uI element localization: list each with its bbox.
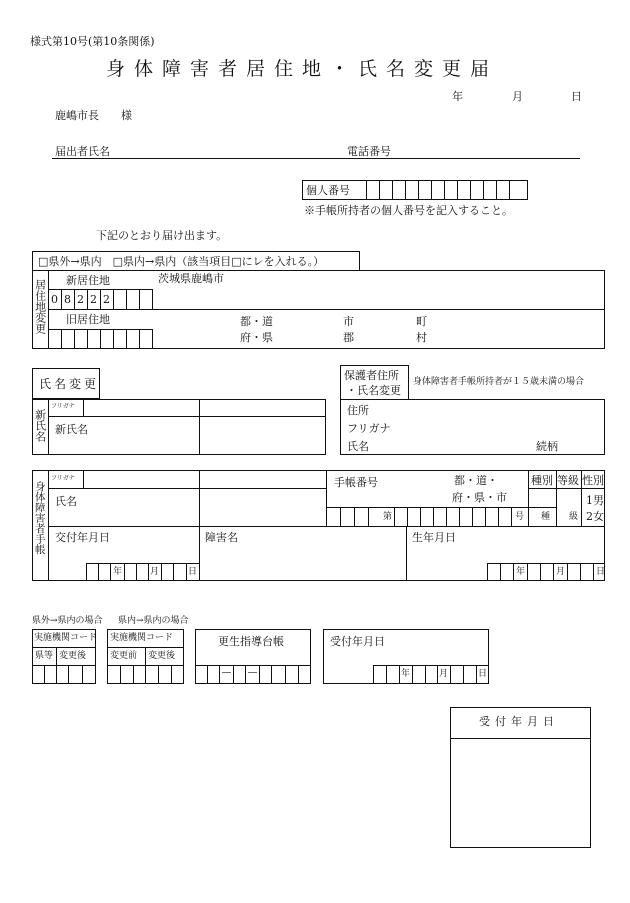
date-year-label: 年 [452, 90, 463, 103]
receipt-stamp-label: 受付年月日 [479, 715, 559, 728]
new-name-section-label: 新氏名 [33, 409, 47, 442]
ledger-dash-1: ― [222, 668, 231, 678]
gun-label: 郡 [343, 331, 354, 344]
guardian-note: 身体障害者手帳所持者が１５歳未満の場合 [413, 377, 585, 387]
agency-code-2-label: 実施機関コード [110, 633, 174, 643]
handbook-section-label: 身体障害者手帳 [33, 481, 46, 555]
birth-year-label: 年 [516, 567, 526, 577]
applicant-line[interactable] [52, 158, 580, 159]
handbook-name-label[interactable]: 氏名 [55, 495, 77, 508]
birth-day-label: 日 [596, 567, 606, 577]
my-number-note: ※手帳所持者の個人番号を記入すること。 [304, 204, 513, 217]
machi-label: 町 [416, 315, 427, 328]
intro-text: 下記のとおり届け出ます。 [96, 229, 228, 242]
birth-date-label: 生年月日 [412, 531, 456, 544]
before-label: 変更前 [110, 651, 138, 661]
receipt-date-label: 受付年月日 [330, 635, 385, 648]
guardian-label-2: ・氏名変更 [346, 384, 401, 397]
furigana-label: フリガナ [51, 403, 75, 410]
case2-label: 県内→県内の場合 [118, 616, 189, 626]
agency-code-1-label: 実施機関コード [34, 633, 98, 643]
pref-etc-label: 県等 [35, 651, 54, 661]
postal-code[interactable]: 0 8 2 2 2 [51, 293, 110, 306]
receipt-day-label: 日 [478, 669, 488, 679]
move-type-text: □県外→県内 □県内→県内（該当項目□にレを入れる。） [38, 255, 325, 268]
fu-ken-label: 府・県 [240, 331, 273, 344]
addressee: 鹿嶋市長 様 [55, 109, 132, 122]
receipt-month-label: 月 [439, 669, 449, 679]
ledger-dash-2: ― [248, 668, 257, 678]
date-day-label: 日 [571, 90, 582, 103]
my-number-label: 個人番号 [306, 184, 350, 197]
issue-day-label: 日 [188, 567, 198, 577]
ledger-label: 更生指導台帳 [218, 635, 284, 648]
guardian-furigana-label: フリガナ [347, 422, 391, 435]
case1-label: 県外→県内の場合 [32, 616, 103, 626]
phone-label: 電話番号 [347, 145, 391, 158]
old-address-label: 旧居住地 [66, 313, 110, 326]
guardian-address-label: 住所 [347, 404, 369, 417]
kyu-label: 級 [569, 512, 579, 522]
new-name-label: 新氏名 [55, 423, 88, 436]
type-label: 種別 [531, 474, 553, 487]
sex-female[interactable]: 2女 [586, 510, 604, 523]
issue-month-label: 月 [150, 567, 160, 577]
handbook-furigana-label: フリガナ [51, 475, 75, 482]
new-address-value: 茨城県鹿嶋市 [158, 272, 224, 285]
receipt-year-label: 年 [401, 669, 411, 679]
applicant-name-label: 届出者氏名 [55, 145, 110, 158]
go-label: 号 [515, 512, 525, 522]
handbook-number-label: 手帳番号 [334, 476, 378, 489]
receipt-stamp-box[interactable] [450, 707, 591, 848]
mura-label: 村 [416, 331, 427, 344]
issue-year-label: 年 [113, 567, 123, 577]
new-address-label: 新居住地 [66, 274, 110, 287]
dai-label: 第 [383, 512, 393, 522]
residence-section-label: 居住地変更 [33, 279, 47, 334]
birth-month-label: 月 [556, 567, 566, 577]
sex-male[interactable]: 1男 [586, 494, 604, 507]
guardian-relationship-label: 続柄 [536, 440, 558, 453]
after-1-label: 変更後 [59, 651, 87, 661]
to-do-label: 都・道 [240, 315, 273, 328]
form-number: 様式第10号(第10条関係) [30, 35, 155, 48]
prefecture-line2: 府・県・市 [452, 491, 507, 504]
sex-label: 性別 [582, 474, 604, 487]
form-title: 身体障害者居住地・氏名変更届 [106, 58, 499, 80]
date-month-label: 月 [512, 90, 523, 103]
shu-label: 種 [541, 512, 551, 522]
issue-date-label: 交付年月日 [55, 531, 110, 544]
guardian-label-1: 保護者住所 [344, 369, 399, 382]
shi-label: 市 [343, 315, 354, 328]
guardian-name-label: 氏名 [347, 440, 369, 453]
prefecture-line1: 都・道・ [454, 474, 498, 487]
grade-label: 等級 [557, 474, 579, 487]
disability-label: 障害名 [205, 531, 238, 544]
after-2-label: 変更後 [148, 651, 176, 661]
name-change-label: 氏名変更 [39, 377, 100, 391]
